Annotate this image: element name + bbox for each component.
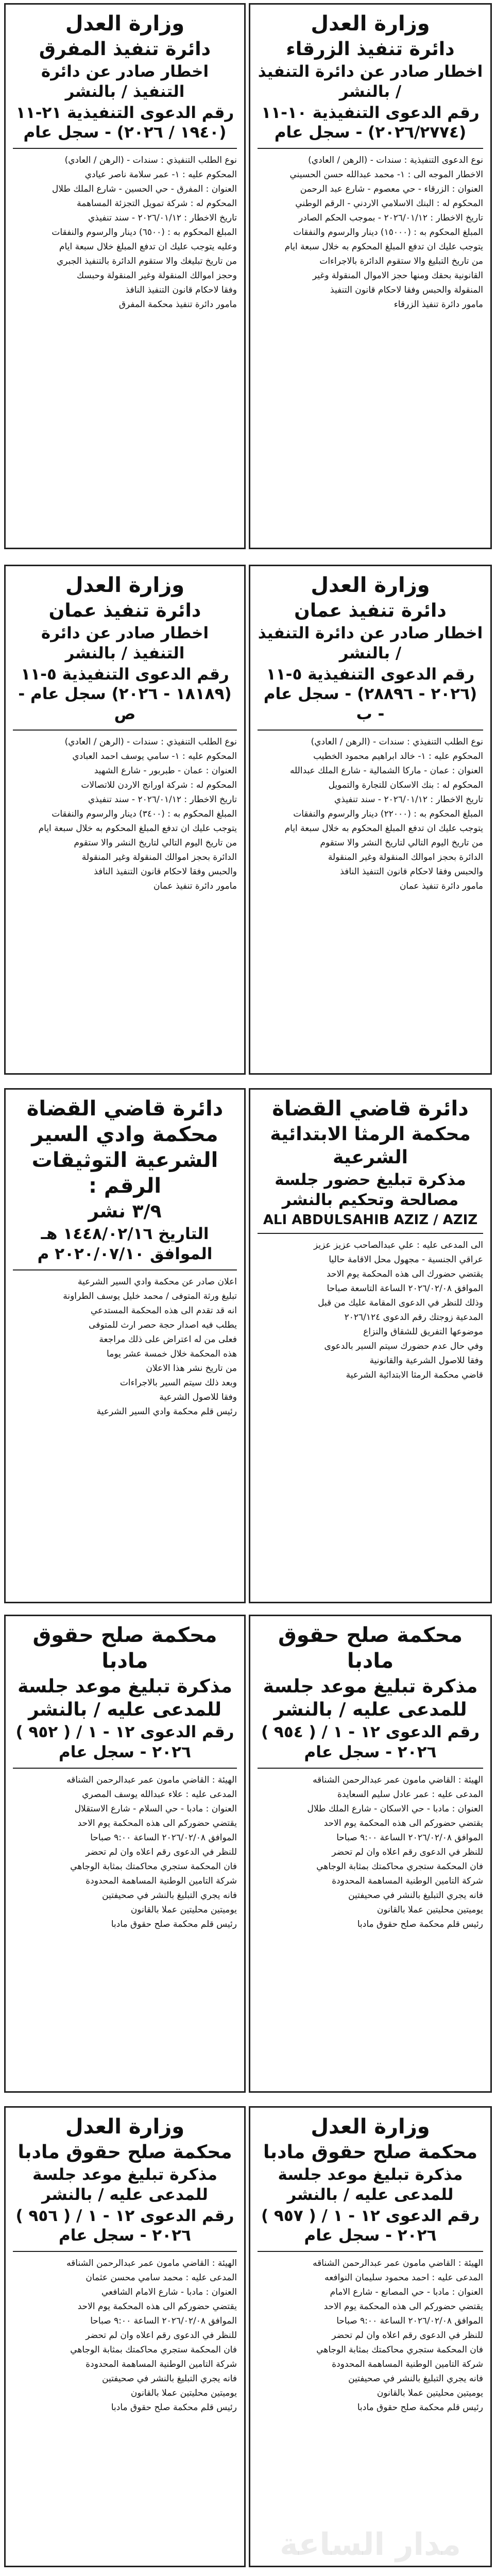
notice-heading-line: مذكرة تبليغ موعد جلسة للمدعى عليه / بالنشر	[18, 1676, 232, 1720]
notice-body-line: المحكوم له : البنك الاسلامي الاردني - الرقم الوطني	[295, 198, 483, 209]
divider	[258, 1768, 483, 1769]
notice-body-line: رئيس قلم محكمة صلح حقوق مادبا	[111, 2402, 237, 2413]
notice-body-line: مامور دائرة تنفيذ عمان	[153, 880, 237, 891]
notice-body-line: يوميتين محليتين عملا بالقانون	[130, 2388, 237, 2398]
notice-heading-line: وزارة العدل	[65, 2115, 185, 2139]
notice-body-line: المبلغ المحكوم به : (١٥٠٠٠) دينار والرسوم والنفقات	[293, 227, 483, 238]
notice-body-line: المبلغ المحكوم به : (٦٥٠٠) دينار والرسوم والنفقات	[52, 227, 237, 238]
notice-body-line: فانه يجري التبليغ بالنشر في صحيفتين	[348, 2374, 483, 2384]
notice-body-line: المحكوم عليه : ١- عمر سلامة ناصر عيادي	[84, 170, 237, 180]
notice-body-line: وذلك للنظر في الدعوى المقامة عليك من قبل	[318, 1297, 483, 1308]
notice-heading-line: دائرة قاضي القضاة محكمة وادي السير الشرعية التوثيقات الرقم :	[26, 1097, 224, 1198]
notice-amman-execution-s	[4, 565, 246, 1075]
notice-body-line: وفقا للاصول الشرعية	[159, 1392, 237, 1402]
notice-body-line: المحكوم عليه : ١- خالد ابراهيم محمود الخطيب	[313, 751, 483, 761]
notice-body-line: العنوان : عمان - طبربور - شارع الشهيد	[94, 765, 237, 776]
notice-body-line: فعلى من له اعتراض على ذلك مراجعة	[99, 1334, 237, 1345]
notice-body-line: تاريخ الاخطار : ٢٠٢٦/٠١/١٢ - سند تنفيذي	[88, 213, 237, 223]
notice-body-line: يوميتين محليتين عملا بالقانون	[130, 1904, 237, 1915]
divider	[258, 2251, 483, 2252]
notice-body-line: يتوجب عليك ان تدفع المبلغ المحكوم به خلال سبعة ايام	[38, 823, 237, 834]
notice-body-line: وبعد ذلك سيتم السير بالاجراءات	[119, 1377, 237, 1388]
notice-body-line: فانه يجري التبليغ بالنشر في صحيفتين	[102, 1890, 237, 1901]
notice-heading-line: اخطار صادر عن دائرة التنفيذ / بالنشر	[258, 62, 483, 101]
notice-body-line: نوع الطلب التنفيذي : سندات - (الرهن / العادي)	[64, 736, 237, 747]
notice-heading-line: رقم الدعوى ١٢ - ١ / ( ٩٥٦ ) ٢٠٢٦ - سجل عام	[15, 2206, 234, 2245]
notice-body-line: الموافق ٢٠٢٦/٠٢/٠٨ الساعة ٩:٠٠ صباحا	[90, 1832, 237, 1843]
notice-body-line: مامور دائرة تنفيذ الزرقاء	[394, 299, 483, 310]
notice-body-line: للنظر في الدعوى رقم اعلاه وان لم تحضر	[332, 2330, 483, 2341]
notice-body-line: العنوان : عمان - ماركا الشمالية - شارع الملك عبدالله	[289, 765, 483, 776]
notice-body-line: من تاريخ اليوم التالي لتاريخ النشر والا ستقوم	[74, 837, 237, 848]
notice-madaba-954	[249, 1615, 492, 2093]
notice-heading-line: محكمة صلح حقوق مادبا	[18, 2142, 232, 2163]
notice-body-line: والحبس وفقا لاحكام قانون التنفيذ النافذ	[94, 866, 237, 877]
notice-body-line: فان المحكمة ستجري محاكمتك بمثابة الوجاهي	[316, 1861, 483, 1872]
notice-body-line: قاضي محكمة الرمثا الابتدائية الشرعية	[346, 1369, 483, 1380]
notice-body-line: تاريخ الاخطار : ٢٠٢٦/٠١/١٢ - سند تنفيذي	[334, 794, 483, 805]
notice-body-line: تبليغ ورثة المتوفى / محمد خليل يوسف الطراونة	[63, 1291, 237, 1301]
notice-body-line: من تاريخ التبليغ والا ستقوم الدائرة بالاجراءات	[319, 256, 483, 266]
notice-body-line: يوميتين محليتين عملا بالقانون	[377, 2388, 483, 2398]
notice-zarqa-execution	[249, 3, 492, 549]
notice-body-line: نوع الدعوى التنفيذية : سندات - (الرهن / العادي)	[308, 155, 483, 165]
notice-heading-line: وزارة العدل	[311, 2115, 430, 2139]
notice-heading-line: وزارة العدل	[65, 12, 185, 36]
notice-body-line: يتوجب عليك ان تدفع المبلغ المحكوم به خلال سبعة ايام	[284, 823, 483, 834]
notice-body-line: العنوان : المفرق - حي الحسين - شارع الملك طلال	[52, 184, 237, 194]
notice-body-line: المدعية زوجتك رقم الدعوى ٢٠٢٦/١٢٤	[344, 1312, 483, 1323]
notice-body-line: يتوجب عليك ان تدفع المبلغ المحكوم به خلال سبعة ايام	[284, 242, 483, 252]
notice-body-line: الدائرة بحجز اموالك المنقولة وغير المنقولة	[81, 852, 237, 862]
notice-body-line: للنظر في الدعوى رقم اعلاه وان لم تحضر	[85, 1846, 237, 1857]
notice-body-line: اعلان صادر عن محكمة وادي السير الشرعية	[77, 1276, 237, 1287]
notice-heading-line: محكمة الرمثا الابتدائية الشرعية	[270, 1124, 471, 1168]
notice-amman-execution-b	[249, 565, 492, 1075]
notice-body-line: المدعى عليه : علاء عبدالله يوسف المصري	[82, 1789, 237, 1800]
notice-body-line: انه قد تقدم الى هذه المحكمة المستدعي	[91, 1305, 237, 1316]
divider	[258, 148, 483, 149]
notice-body-line: المدعى عليه : عمر عادل سليم السعايدة	[337, 1789, 483, 1800]
notice-body-line: القانونية بحقك ومنها حجز الاموال المنقولة وغير	[312, 270, 483, 281]
notice-body-line: نوع الطلب التنفيذي : سندات - (الرهن / العادي)	[311, 736, 483, 747]
notice-body-line: شركة التامين الوطنية المساهمة المحدودة	[332, 2359, 483, 2369]
notice-madaba-956	[4, 2106, 246, 2567]
notice-body-line: رئيس قلم محكمة صلح حقوق مادبا	[111, 1919, 237, 1929]
notice-body-line: من تاريخ تبليغك والا ستقوم الدائرة بالتنفيذ الجبري	[56, 256, 237, 266]
notice-body-line: وحجز اموالك المنقولة وغير المنقولة وحبسك	[77, 270, 237, 281]
notice-body-line: فان المحكمة ستجري محاكمتك بمثابة الوجاهي	[70, 2345, 237, 2355]
notice-body-line: الهيئة : القاضي مامون عمر عبدالرحمن الشناقه	[313, 1774, 483, 1785]
notice-heading-line: رقم الدعوى التنفيذية ٢١-١١ (١٩٤٠ / ٢٠٢٦) - سجل عام	[15, 103, 234, 142]
notice-body-line: المحكوم له : شركة اورانج الاردن للاتصالات	[81, 779, 237, 790]
divider	[13, 148, 237, 149]
notice-body-line: يقتضي حضوركم الى هذه المحكمة يوم الاحد	[77, 2301, 237, 2312]
notice-body-line: تاريخ الاخطار : ٢٠٢٦/٠١/١٢ - سند تنفيذي	[88, 794, 237, 805]
notice-body-line: المحكوم له : شركة تمويل التجزئة المساهمة	[77, 198, 237, 209]
notice-heading-line: دائرة تنفيذ المفرق	[39, 39, 211, 60]
latin-name: ALI ABDULSAHIB AZIZ / AZIZ	[263, 1212, 478, 1228]
notice-heading-line: محكمة صلح حقوق مادبا	[32, 1623, 217, 1673]
notice-body-line: المبلغ المحكوم به : (٣٤٠٠) دينار والرسوم والنفقات	[52, 808, 237, 819]
notice-body-line: رئيس قلم محكمة صلح حقوق مادبا	[357, 2402, 483, 2413]
notice-body-line: فانه يجري التبليغ بالنشر في صحيفتين	[348, 1890, 483, 1901]
notice-heading-line: التاريخ ١٤٤٨/٠٢/١٦ هـ الموافق ٢٠٢٠/٠٧/١٠ م	[37, 1225, 213, 1263]
notice-body-line: العنوان : مادبا - حي السلام - شارع الاستقلال	[74, 1803, 237, 1814]
watermark-logo: مدار الساعة	[280, 2527, 461, 2563]
notice-heading-line: رقم الدعوى التنفيذية ٥-١١ (٢٠٢٦ - ٢٨٨٩٦) - سجل عام - ب	[263, 665, 477, 723]
notice-body-line: من تاريخ نشر هذا الاعلان	[146, 1363, 237, 1374]
notice-body-line: يقتضي حضوركم الى هذه المحكمة يوم الاحد	[323, 2301, 483, 2312]
notice-body-line: الموافق ٢٠٢٦/٠٢/٠٨ الساعة ٩:٠٠ صباحا	[336, 1832, 483, 1843]
divider	[258, 730, 483, 731]
notice-heading-line: وزارة العدل	[311, 573, 430, 597]
notice-body-line: هذه المحكمة خلال خمسة عشر يوما	[107, 1348, 237, 1359]
notice-madaba-952	[4, 1615, 246, 2093]
notice-heading-line: مذكرة تبليغ موعد جلسة للمدعى عليه / بالنشر	[32, 2165, 217, 2204]
notice-heading-line: محكمة صلح حقوق مادبا	[278, 1623, 463, 1673]
notice-body-line: نوع الطلب التنفيذي : سندات - (الرهن / العادي)	[64, 155, 237, 165]
notice-heading-line: دائرة تنفيذ عمان	[294, 600, 447, 621]
notice-body-line: الموافق ٢٠٢٦/٠٢/٠٨ الساعة ٩:٠٠ صباحا	[90, 2316, 237, 2326]
notice-body-line: فانه يجري التبليغ بالنشر في صحيفتين	[102, 2374, 237, 2384]
notice-heading-line: مذكرة تبليغ حضور جلسة مصالحة وتحكيم بالنشر	[275, 1171, 466, 1209]
notice-body-line: الهيئة : القاضي مامون عمر عبدالرحمن الشناقه	[66, 1774, 237, 1785]
notice-body-line: عراقي الجنسية - مجهول محل الاقامة حاليا	[329, 1254, 483, 1265]
notice-body-line: الهيئة : القاضي مامون عمر عبدالرحمن الشناقه	[66, 2258, 237, 2268]
notice-body-line: الموافق ٢٠٢٦/٠٢/٠٨ الساعة التاسعة صباحا	[327, 1283, 483, 1294]
notice-body-line: وعليه يتوجب عليك ان تدفع المبلغ خلال سبعة ايام	[59, 242, 237, 252]
notice-heading-line: ٣/٩ نشر	[88, 1201, 162, 1222]
notice-heading-line: اخطار صادر عن دائرة التنفيذ / بالنشر	[258, 624, 483, 663]
notice-body-line: شركة التامين الوطنية المساهمة المحدودة	[85, 1875, 237, 1886]
notice-body-line: المنقولة والحبس وفقا لاحكام قانون التنفيذ	[330, 285, 483, 295]
notice-heading-line: وزارة العدل	[311, 12, 430, 36]
notice-heading-line: دائرة تنفيذ الزرقاء	[286, 39, 455, 60]
notice-wadi-alseer-sharia-court	[4, 1088, 246, 1603]
notice-body-line: الموافق ٢٠٢٦/٠٢/٠٨ الساعة ٩:٠٠ صباحا	[336, 2316, 483, 2326]
notice-body-line: وفقا لاحكام قانون التنفيذ النافذ	[125, 285, 237, 295]
notice-heading-line: رقم الدعوى ١٢ - ١ / ( ٩٥٧ ) ٢٠٢٦ - سجل عام	[261, 2206, 480, 2245]
notice-madaba-957	[249, 2106, 492, 2567]
notice-heading-line: مذكرة تبليغ موعد جلسة للمدعى عليه / بالنشر	[263, 1676, 478, 1720]
notice-body-line: مامور دائرة تنفيذ محكمة المفرق	[118, 299, 237, 310]
notice-body-line: رئيس قلم محكمة صلح حقوق مادبا	[357, 1919, 483, 1929]
notice-heading-line: دائرة قاضي القضاة	[272, 1097, 469, 1121]
notice-body-line: يقتضي حضوركم الى هذه المحكمة يوم الاحد	[323, 1818, 483, 1828]
notice-heading-line: وزارة العدل	[65, 573, 185, 597]
notice-body-line: فان المحكمة ستجري محاكمتك بمثابة الوجاهي	[316, 2345, 483, 2355]
notice-body-line: موضوعها التفريق للشقاق والنزاع	[363, 1326, 483, 1337]
notice-body-line: الهيئة : القاضي مامون عمر عبدالرحمن الشناقه	[313, 2258, 483, 2268]
notice-body-line: تاريخ الاخطار : ٢٠٢٦/٠١/١٢ - بموجب الحكم الصادر	[298, 213, 483, 223]
notice-body-line: الدائرة بحجز اموالك المنقولة وغير المنقولة	[328, 852, 483, 862]
notice-body-line: المدعى عليه : محمد سامي محسن عثمان	[85, 2273, 237, 2283]
divider	[13, 1768, 237, 1769]
notice-body-line: العنوان : الزرقاء - حي معصوم - شارع عبد الرحمن	[300, 184, 483, 194]
notice-body-line: والحبس وفقا لاحكام قانون التنفيذ النافذ	[340, 866, 483, 877]
notice-heading-line: دائرة تنفيذ عمان	[48, 600, 201, 621]
divider	[13, 2251, 237, 2252]
notice-body-line: شركة التامين الوطنية المساهمة المحدودة	[332, 1875, 483, 1886]
notice-body-line: المبلغ المحكوم به : (٢٢٠٠٠) دينار والرسوم والنفقات	[293, 808, 483, 819]
notice-body-line: الى المدعى عليه : علي عبدالصاحب عزيز عزيز	[313, 1240, 483, 1250]
divider	[258, 1233, 483, 1234]
notice-heading-line: رقم الدعوى ١٢ - ١ / ( ٩٥٢ ) ٢٠٢٦ - سجل عام	[15, 1723, 234, 1761]
notice-ramtha-sharia-court	[249, 1088, 492, 1603]
notice-body-line: مامور دائرة تنفيذ عمان	[399, 880, 483, 891]
notice-body-line: يطلب فيه اصدار حجة حصر ارث للمتوفى	[89, 1319, 237, 1330]
divider	[13, 730, 237, 731]
notice-heading-line: اخطار صادر عن دائرة التنفيذ / بالنشر	[41, 62, 209, 101]
notice-body-line: للنظر في الدعوى رقم اعلاه وان لم تحضر	[85, 2330, 237, 2341]
notice-body-line: المحكوم عليه : ١- سامي يوسف احمد العبادي	[72, 751, 237, 761]
notice-body-line: وفي حال عدم حضورك سيتم السير بالدعوى	[324, 1341, 483, 1351]
notice-heading-line: محكمة صلح حقوق مادبا	[263, 2142, 478, 2163]
notice-body-line: رئيس قلم محكمة وادي السير الشرعية	[96, 1406, 237, 1417]
notice-heading-line: رقم الدعوى ١٢ - ١ / ( ٩٥٤ ) ٢٠٢٦ - سجل عام	[261, 1723, 480, 1761]
notice-body-line: من تاريخ اليوم التالي لتاريخ النشر والا ستقوم	[320, 837, 483, 848]
notice-mafraq-execution	[4, 3, 246, 549]
notice-body-line: المدعى عليه : احمد محمود سليمان النوافعه	[324, 2273, 483, 2283]
notice-body-line: المحكوم له : بنك الاسكان للتجارة والتمويل	[328, 779, 483, 790]
notice-body-line: يقتضي حضورك الى هذه المحكمة يوم الاحد	[327, 1268, 483, 1279]
notice-heading-line: مذكرة تبليغ موعد جلسة للمدعى عليه / بالنشر	[278, 2165, 463, 2204]
notice-heading-line: رقم الدعوى التنفيذية ١٠-١١ (٢٠٢٦/٢٧٧٤) - سجل عام	[261, 103, 480, 142]
notice-body-line: يقتضي حضوركم الى هذه المحكمة يوم الاحد	[77, 1818, 237, 1828]
notice-body-line: العنوان : مادبا - حي المصانع - شارع الامام	[330, 2287, 483, 2297]
notice-body-line: شركة التامين الوطنية المساهمة المحدودة	[85, 2359, 237, 2369]
notice-body-line: العنوان : مادبا - شارع الامام الشافعي	[101, 2287, 237, 2297]
notice-body-line: فان المحكمة ستجري محاكمتك بمثابة الوجاهي	[70, 1861, 237, 1872]
divider	[13, 1269, 237, 1270]
notice-body-line: يوميتين محليتين عملا بالقانون	[377, 1904, 483, 1915]
notice-body-line: الاخطار الموجه الى : ١- محمد عبدالله حسن الحسيني	[289, 170, 483, 180]
notice-heading-line: اخطار صادر عن دائرة التنفيذ / بالنشر	[41, 624, 209, 663]
notice-body-line: وفقا للاصول الشرعية والقانونية	[369, 1355, 483, 1366]
notice-body-line: للنظر في الدعوى رقم اعلاه وان لم تحضر	[332, 1846, 483, 1857]
notice-body-line: العنوان : مادبا - حي الاسكان - شارع الملك طلال	[307, 1803, 483, 1814]
notice-heading-line: رقم الدعوى التنفيذية ٥-١١ (١٨١٨٩ - ٢٠٢٦) سجل عام - ص	[18, 665, 232, 723]
